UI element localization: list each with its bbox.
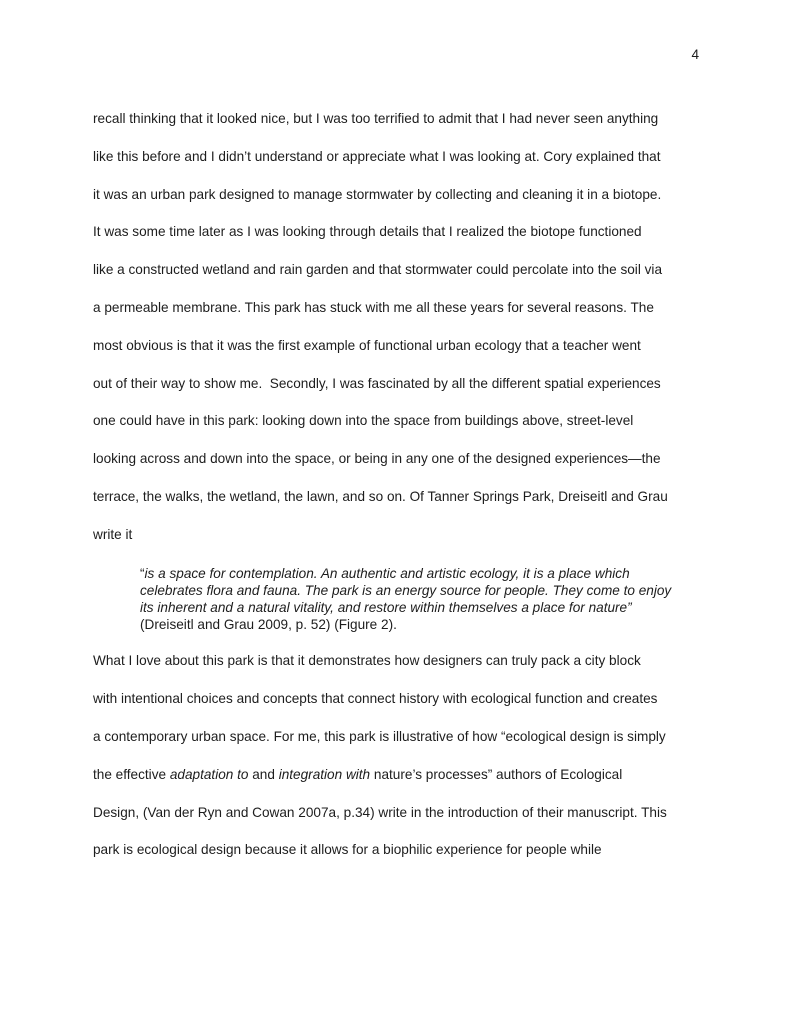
text-line: the effective adaptation to and integration with nature’s processes” authors of Ecological: [93, 766, 623, 782]
text-line: most obvious is that it was the first example of functional urban ecology that a teacher went: [93, 337, 641, 353]
block-quote-citation: (Dreiseitl and Grau 2009, p. 52) (Figure 2).: [140, 617, 397, 633]
text-line: Design, (Van der Ryn and Cowan 2007a, p.34) write in the introduction of their manuscript. This: [93, 804, 667, 820]
text-line: It was some time later as I was looking through details that I realized the biotope functioned: [93, 224, 642, 240]
block-quote-text: [140, 565, 713, 617]
text-line: a permeable membrane. This park has stuck with me all these years for several reasons. The: [93, 299, 654, 315]
text-line: its inherent and a natural vitality, and restore within themselves a place for nature”: [140, 599, 632, 615]
text-line: a contemporary urban space. For me, this park is illustrative of how “ecological design is simply: [93, 728, 666, 744]
text-line: it was an urban park designed to manage stormwater by collecting and cleaning it in a biotope.: [93, 186, 662, 202]
text-line: “is a space for contemplation. An authentic and artistic ecology, it is a place which: [140, 565, 630, 581]
text-line: recall thinking that it looked nice, but I was too terrified to admit that I had never seen anything: [93, 111, 659, 126]
page-body: [93, 100, 713, 869]
text-line: park is ecological design because it allows for a biophilic experience for people while: [93, 842, 602, 858]
paragraph-1: [93, 100, 713, 554]
text-line: one could have in this park: looking down into the space from buildings above, street-level: [93, 413, 634, 429]
text-line: terrace, the walks, the wetland, the lawn, and so on. Of Tanner Springs Park, Dreiseitl and Grau: [93, 488, 668, 504]
text-line: with intentional choices and concepts that connect history with ecological function and creates: [93, 691, 658, 707]
text-line: like this before and I didn’t understand or appreciate what I was looking at. Cory explained that: [93, 148, 661, 164]
paragraph-2: [93, 642, 713, 869]
text-line: looking across and down into the space, or being in any one of the designed experiences—the: [93, 451, 661, 467]
block-quote: [140, 565, 713, 634]
text-line: like a constructed wetland and rain garden and that stormwater could percolate into the soil via: [93, 262, 662, 278]
text-line: write it: [93, 526, 133, 542]
text-line: celebrates flora and fauna. The park is an energy source for people. They come to enjoy: [140, 582, 672, 598]
text-line: What I love about this park is that it demonstrates how designers can truly pack a city block: [93, 653, 641, 669]
text-line: out of their way to show me. Secondly, I was fascinated by all the different spatial experiences: [93, 375, 661, 391]
page-number: 4: [691, 47, 699, 62]
